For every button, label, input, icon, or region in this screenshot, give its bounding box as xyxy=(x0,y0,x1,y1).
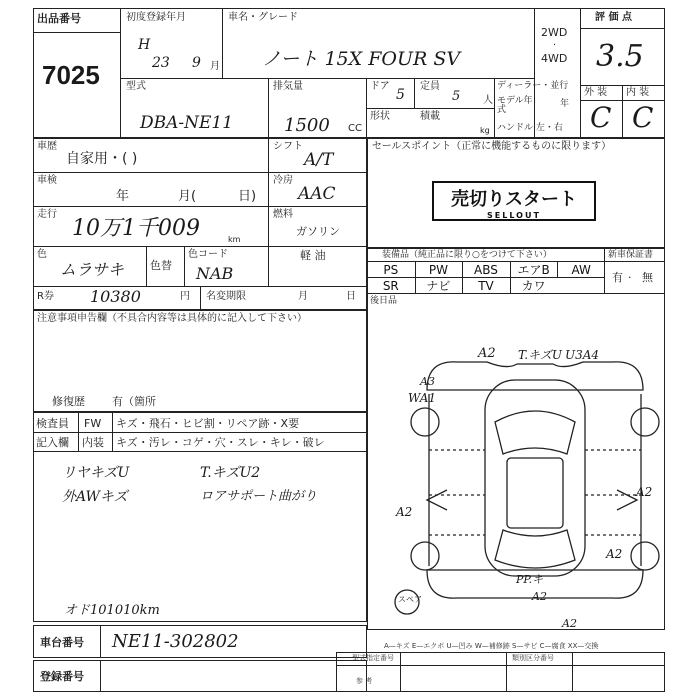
displacement-unit: CC xyxy=(348,123,362,134)
coupon-value: 10380 xyxy=(90,287,141,306)
seats-unit: 人 xyxy=(483,95,493,106)
equipment-divider xyxy=(510,261,511,277)
model-grade-label: 車名・グレード xyxy=(228,12,298,23)
month-suffix: 月 xyxy=(210,61,220,72)
coupon-label: R券 xyxy=(37,291,54,302)
wheel-rear-left xyxy=(411,542,439,570)
equipment-item: PW xyxy=(428,263,448,277)
scratch-mark-right xyxy=(617,490,637,510)
fuel-label: 燃料 xyxy=(273,209,293,220)
first-registration-label: 初度登録年月 xyxy=(126,12,186,23)
fw-text: キズ・飛石・ヒビ割・リペア跡・X要 xyxy=(116,417,300,430)
color-code-label: 色コード xyxy=(188,249,228,260)
inspection-label: 車検 xyxy=(37,175,57,186)
equipment-divider xyxy=(415,261,416,277)
drive-4wd: 4WD xyxy=(541,52,568,65)
fw-label: FW xyxy=(84,417,102,430)
equipment-item: ABS xyxy=(474,263,498,277)
warranty-dot: · xyxy=(628,271,632,284)
sales-point-label: セールスポイント（正常に機能するものに限ります） xyxy=(372,141,612,152)
diagram-annotation-rear-upper: A2 xyxy=(606,547,623,561)
load-unit: kg xyxy=(480,126,490,135)
equipment-item: エアB xyxy=(517,263,550,277)
roof xyxy=(507,458,563,528)
category-label: 類別区分番号 xyxy=(512,654,554,662)
notes-label: 注意事項申告欄（不具合内容等は具体的に記入して下さい） xyxy=(37,313,307,324)
note-lower-support: ロアサポート曲がり xyxy=(200,489,318,504)
equipment-divider xyxy=(462,277,463,293)
seats-value: 5 xyxy=(452,89,461,104)
inspection-month: 月( xyxy=(178,189,197,204)
chassis-value: NE11-302802 xyxy=(112,631,239,652)
diagram-annotation-front-scratch: T.キズU xyxy=(518,348,562,362)
entry-label: 記入欄 xyxy=(36,436,69,449)
diagram-annotation-left-side: A2 xyxy=(396,505,413,519)
chassis-label: 車台番号 xyxy=(40,636,84,649)
equipment-item: カワ xyxy=(521,279,546,293)
note-aw-scratch: 外AWキズ xyxy=(62,489,128,505)
back-seat-label: 後日品 xyxy=(370,296,398,306)
name-change-month: 月 xyxy=(298,291,308,302)
equipment-divider xyxy=(415,277,416,293)
inspection-day: 日) xyxy=(238,189,257,204)
load-label: 積載 xyxy=(420,111,440,122)
car-body-outline xyxy=(485,380,585,576)
equipment-item: PS xyxy=(383,263,399,277)
diagram-annotation-front: A2 xyxy=(478,346,496,361)
type-value: DBA-NE11 xyxy=(140,113,234,133)
color-code-value: NAB xyxy=(196,264,234,283)
aircon-value: AAC xyxy=(298,184,336,204)
drive-2wd: 2WD xyxy=(541,26,568,39)
coupon-unit: 円 xyxy=(180,291,190,302)
diagram-annotation-rear-bumper: A2 xyxy=(562,617,577,630)
warranty-yes: 有 xyxy=(612,271,623,284)
type-label: 型式 xyxy=(126,81,146,92)
mileage-unit: km xyxy=(228,235,241,244)
name-change-day: 日 xyxy=(346,291,356,302)
side-outline xyxy=(429,394,641,566)
handle-label: ハンドル 左・右 xyxy=(497,123,563,133)
dealer-label: ディーラー・並行 xyxy=(497,81,569,91)
windshield xyxy=(495,411,575,454)
diagram-annotation-right-side: A2 xyxy=(636,485,653,499)
score-label: 評 価 点 xyxy=(595,12,632,23)
model-year-label: モデル年式 xyxy=(497,96,533,115)
repair-value: 有（箇所 xyxy=(112,395,156,408)
first-registration-year: 23 xyxy=(152,55,170,71)
warranty-no: 無 xyxy=(642,271,653,284)
history-label: 車歴 xyxy=(37,141,57,152)
reference-label: 参 考 xyxy=(356,677,373,685)
drive-dot: · xyxy=(553,40,557,51)
history-value: 自家用・( ) xyxy=(66,151,138,167)
equipment-item: AW xyxy=(571,263,591,277)
equipment-divider xyxy=(462,261,463,277)
note-odometer: オド101010km xyxy=(64,603,160,618)
exterior-label: 外 装 xyxy=(584,87,608,98)
name-change-label: 名変期限 xyxy=(206,291,246,302)
first-registration-month: 9 xyxy=(192,55,201,71)
interior-inspection-text: キズ・汚レ・コゲ・穴・スレ・キレ・破レ xyxy=(116,436,325,449)
header-block xyxy=(33,8,665,138)
aircon-label: 冷房 xyxy=(273,175,293,186)
equipment-item: ナビ xyxy=(426,279,451,293)
model-year-unit: 年 xyxy=(560,99,570,109)
doors-value: 5 xyxy=(396,87,405,103)
diagram-annotation-rear-a2: A2 xyxy=(532,590,547,603)
wheel-rear-right xyxy=(631,542,659,570)
interior-label: 内 装 xyxy=(626,87,650,98)
shift-label: シフト xyxy=(273,141,303,152)
displacement-label: 排気量 xyxy=(273,81,303,92)
note-t-scratch: T.キズU2 xyxy=(200,465,261,481)
diagram-annotation-rear-pp: PP.キ xyxy=(516,573,544,586)
exterior-value: C xyxy=(590,101,612,134)
fuel-light: 軽 油 xyxy=(300,249,326,262)
diagram-annotation-fender-a3: A3 xyxy=(420,375,435,388)
mileage-label: 走行 xyxy=(37,209,57,220)
repair-label: 修復歴 xyxy=(52,395,85,408)
equipment-item: TV xyxy=(478,279,494,293)
front-bumper xyxy=(427,362,643,390)
wheel-front-right xyxy=(631,408,659,436)
interior-value: C xyxy=(632,101,654,134)
seats-label: 定員 xyxy=(420,81,440,92)
color-label: 色 xyxy=(37,249,47,260)
check-label: 検査員 xyxy=(36,417,69,430)
doors-label: ドア xyxy=(370,81,390,92)
sellout-stamp xyxy=(432,181,596,221)
equipment-divider xyxy=(557,261,558,277)
registration-label: 登録番号 xyxy=(40,670,84,683)
spare-label: スペア xyxy=(398,595,422,604)
color-value: ムラサキ xyxy=(60,260,125,279)
interior-inspection-label: 内装 xyxy=(82,436,104,449)
lot-number-label: 出品番号 xyxy=(37,12,81,25)
equipment-divider xyxy=(510,277,511,293)
shape-label: 形状 xyxy=(370,111,390,122)
sellout-stamp-main: 売切りスタート xyxy=(451,189,577,210)
sellout-stamp-sub: SELLOUT xyxy=(487,211,541,220)
warranty-label: 新車保証書 xyxy=(608,250,654,260)
lot-number: 7025 xyxy=(42,60,100,90)
scratch-mark-left xyxy=(427,490,447,510)
first-registration-era: H xyxy=(138,37,151,53)
displacement-value: 1500 xyxy=(284,115,330,136)
type-designation-label: 型式指定番号 xyxy=(352,654,394,662)
diagram-annotation-front-dent: U3A4 xyxy=(565,348,600,362)
note-rear-scratch: リヤキズU xyxy=(62,465,130,481)
model-grade-value: ノート 15X FOUR SV xyxy=(262,48,461,70)
equipment-item: SR xyxy=(382,279,399,293)
score-value: 3.5 xyxy=(596,39,644,74)
damage-legend: A—キズ E—エクボ U—凹み W—補修跡 S—サビ C—腐食 XX—交換 xyxy=(384,642,599,650)
fuel-gas: ガソリン xyxy=(296,225,340,238)
shift-value: A/T xyxy=(304,150,334,170)
diagram-annotation-fender-wa1: WA1 xyxy=(408,391,437,405)
rear-window xyxy=(495,530,575,568)
equipment-label: 装備品（純正品に限り○をつけて下さい） xyxy=(382,250,552,260)
inspection-year: 年 xyxy=(116,189,130,204)
panel-lines xyxy=(429,450,641,535)
wheel-front-left xyxy=(411,408,439,436)
mileage-value: 10万1千009 xyxy=(72,216,200,241)
color-change-label: 色替 xyxy=(150,259,172,272)
